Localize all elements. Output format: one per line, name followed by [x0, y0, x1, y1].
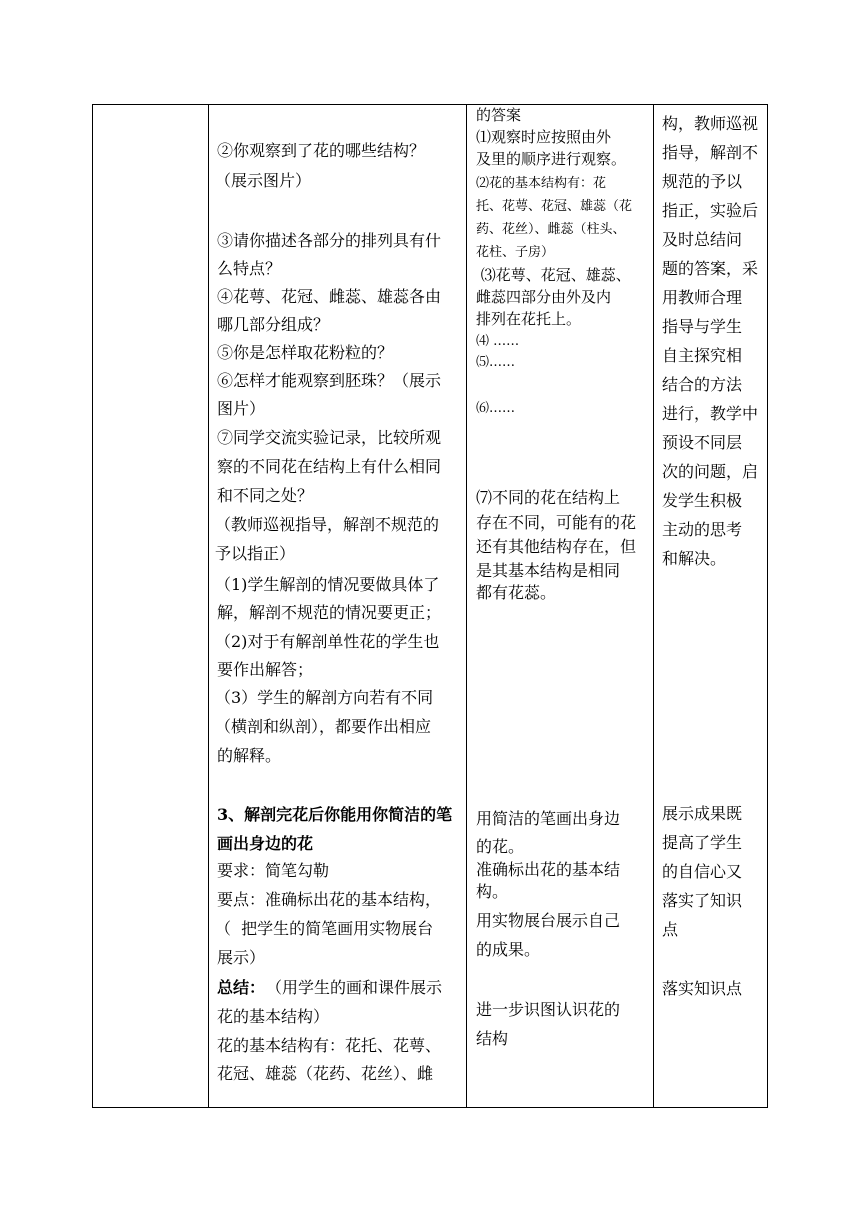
text-line: 花冠、雄蕊（花药、花丝）、雌 — [217, 1064, 434, 1083]
text-line: 还有其他结构存在，但 — [476, 537, 637, 556]
text-line: 结构 — [476, 1029, 509, 1048]
text-line: 构，教师巡视 — [662, 114, 759, 133]
text-line: （3）学生的解剖方向若有不同 — [215, 688, 434, 707]
summary-label: 总结： — [217, 978, 266, 997]
text-line: 展示成果既 — [662, 804, 743, 823]
text-line: 主动的思考 — [662, 520, 743, 539]
text-line: 花柱、子房） — [476, 245, 555, 260]
text-line: （展示图片） — [215, 171, 312, 190]
text-line: 排列在花托上。 — [476, 310, 582, 328]
text-line: （2)对于有解剖单性花的学生也 — [215, 632, 440, 651]
text-line: ⑥怎样才能观察到胚珠？（展示 — [217, 371, 442, 390]
text-line: 察的不同花在结构上有什么相同 — [217, 457, 442, 476]
text-line: （1)学生解剖的情况要做具体了 — [215, 575, 440, 594]
text-line: 用简洁的笔画出身边 — [476, 809, 621, 828]
text-line: 自主探究相 — [662, 346, 743, 365]
text-line: 点 — [662, 920, 679, 939]
text-line: 展示） — [217, 948, 266, 967]
text-line: 结合的方法 — [662, 375, 743, 394]
text-line: 次的问题，启 — [662, 462, 759, 481]
text-line: 规范的予以 — [662, 172, 743, 191]
text-line: 指导与学生 — [662, 317, 743, 336]
text-line: 的自信心又 — [662, 862, 743, 881]
text-line: 花的基本结构） — [217, 1007, 330, 1026]
text-line: 构。 — [476, 882, 509, 901]
text-line: ⑴观察时应按照由外 — [476, 128, 612, 146]
text-line: 图片） — [217, 399, 266, 418]
text-line: 用教师合理 — [662, 288, 743, 307]
text-line: 么特点？ — [217, 259, 282, 278]
text-line: 解，解剖不规范的情况要更正； — [217, 603, 442, 622]
text-line: 要作出解答； — [217, 660, 314, 679]
text-line: 托、花萼、花冠、雄蕊（花 — [476, 199, 633, 214]
text-line: 用实物展台展示自己 — [476, 911, 621, 930]
text-line: 落实知识点 — [662, 979, 743, 998]
text-line: 雌蕊四部分由外及内 — [476, 288, 612, 306]
text-line: 和解决。 — [662, 549, 727, 568]
text-line: 都有花蕊。 — [476, 583, 557, 602]
text-line: 预设不同层 — [662, 433, 743, 452]
text-line: （ 把学生的简笔画用实物展台 — [215, 919, 434, 938]
text-line: （横剖和纵剖），都要作出相应 — [215, 717, 432, 736]
text-line: 进一步识图认识花的 — [476, 1000, 621, 1019]
section-heading: 3、解剖完花后你能用你简洁的笔 — [217, 805, 453, 824]
text-line: 和不同之处？ — [217, 486, 314, 505]
text-line: ⑵花的基本结构有：花 — [476, 176, 607, 191]
section-heading: 画出身边的花 — [217, 834, 314, 853]
text-line: ⑦同学交流实验记录，比较所观 — [217, 428, 442, 447]
text-line: 哪几部分组成？ — [217, 315, 330, 334]
text-line: 要求：简笔勾勒 — [217, 861, 330, 880]
text-line: 的成果。 — [476, 940, 541, 959]
text-line: 予以指正） — [215, 544, 296, 563]
text-line: 是其基本结构是相同 — [476, 561, 621, 580]
text-line: ⑷ …… — [476, 334, 520, 349]
text-line: ⑤你是怎样取花粉粒的？ — [217, 343, 394, 362]
text-line: 指导，解剖不 — [662, 143, 759, 162]
text-line: 提高了学生 — [662, 833, 743, 852]
text-line: （教师巡视指导，解剖不规范的 — [215, 515, 440, 534]
text-line: ⑶花萼、花冠、雄蕊、 — [476, 266, 631, 284]
column-divider — [653, 105, 654, 1107]
text-line: ②你观察到了花的哪些结构？ — [217, 141, 426, 160]
text-line: ③请你描述各部分的排列具有什 — [217, 231, 442, 250]
text-line: （用学生的画和课件展示 — [266, 978, 443, 997]
text-line: ⑹…… — [476, 401, 516, 416]
text-line: 落实了知识 — [662, 891, 743, 910]
text-line: 的花。 — [476, 837, 525, 856]
text-line: 药、花丝）、雌蕊（柱头、 — [476, 222, 626, 237]
text-line: 指正，实验后 — [662, 201, 759, 220]
text-line: 的答案 — [476, 106, 522, 124]
text-line: 的解释。 — [217, 746, 282, 765]
text-line: 发学生积极 — [662, 491, 743, 510]
text-line: 及时总结问 — [662, 230, 743, 249]
text-line: 进行，教学中 — [662, 404, 759, 423]
text-line: 题的答案，采 — [662, 259, 759, 278]
text-line: 要点：准确标出花的基本结构， — [217, 890, 442, 909]
text-line: 存在不同，可能有的花 — [476, 513, 637, 532]
text-line: 及里的顺序进行观察。 — [476, 150, 627, 168]
text-line: 花的基本结构有：花托、花萼、 — [217, 1036, 442, 1055]
text-line: ⑸…… — [476, 355, 516, 370]
text-line: ④花萼、花冠、雌蕊、雄蕊各由 — [217, 287, 442, 306]
column-divider — [466, 105, 467, 1107]
column-divider — [208, 105, 209, 1107]
text-line: 准确标出花的基本结 — [476, 860, 621, 879]
text-line: ⑺不同的花在结构上 — [476, 488, 621, 507]
